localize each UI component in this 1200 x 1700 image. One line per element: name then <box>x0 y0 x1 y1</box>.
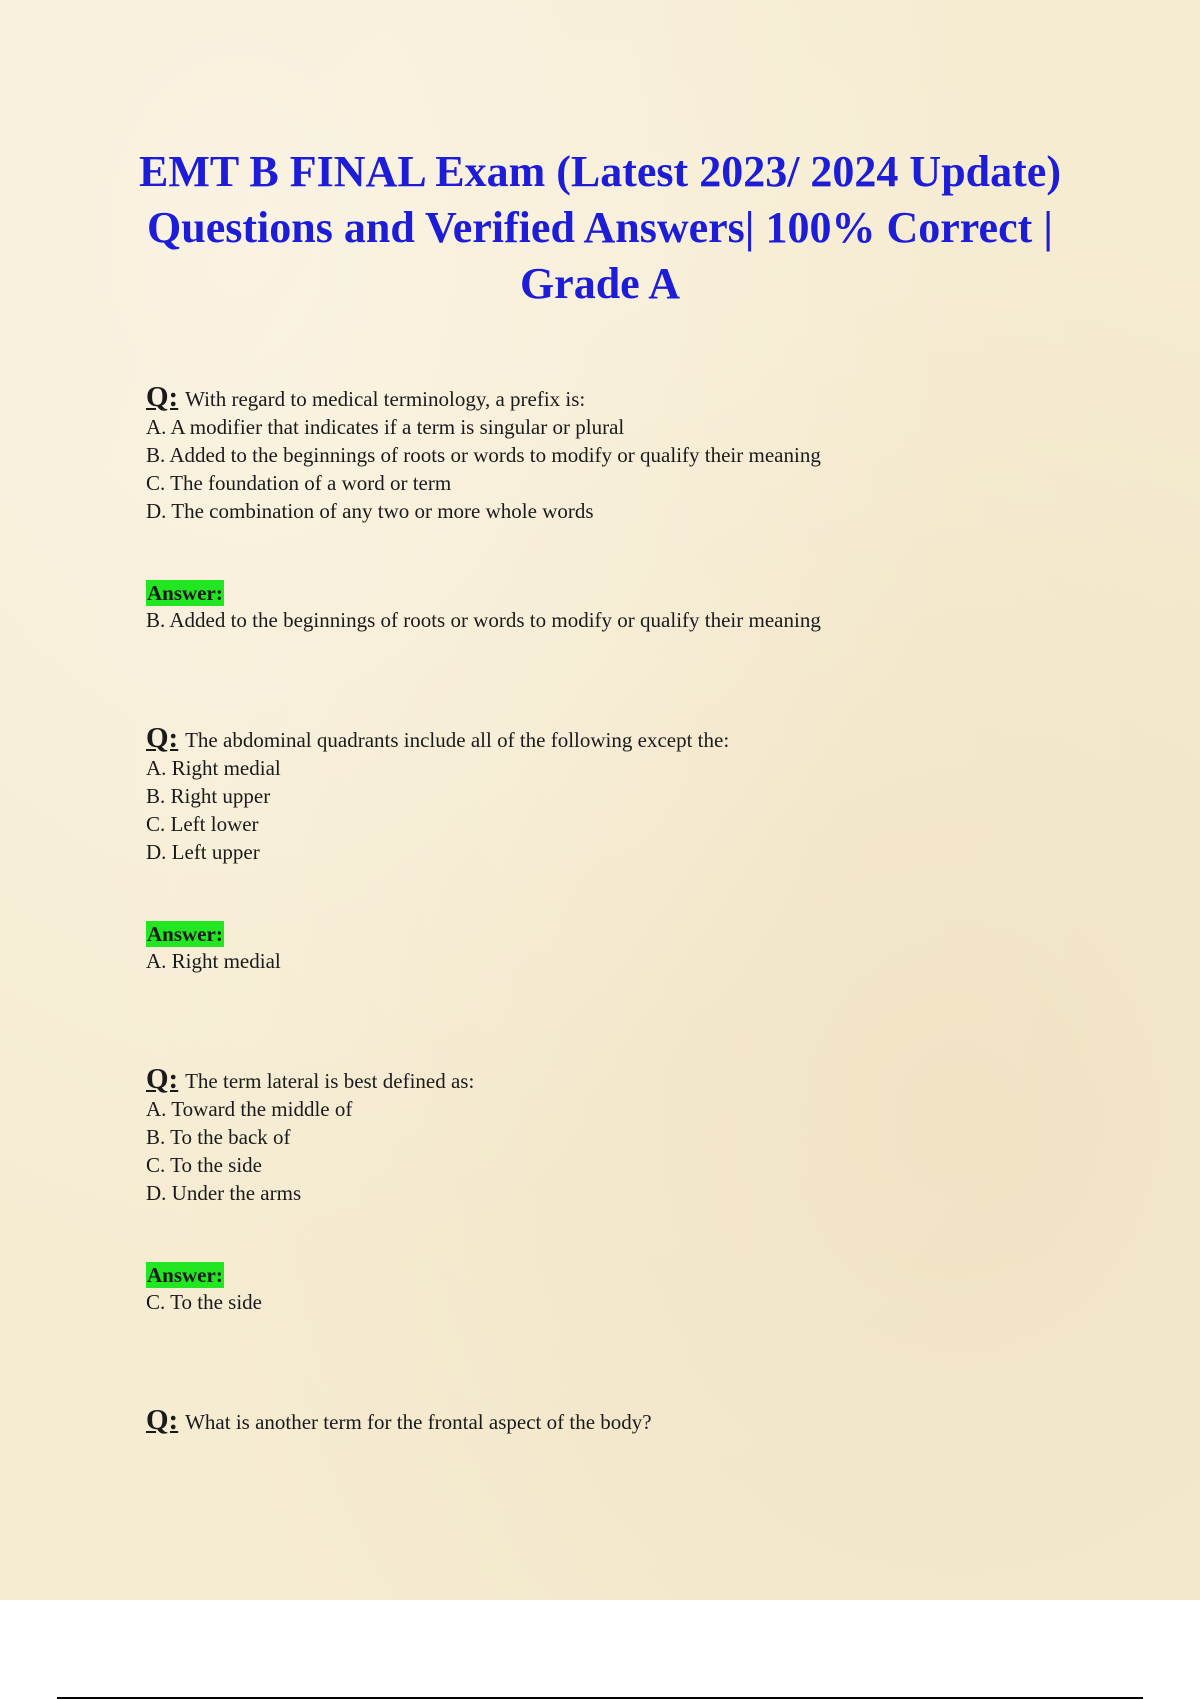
answer-text: B. Added to the beginnings of roots or words to modify or qualify their meaning <box>146 608 821 632</box>
question-text: What is another term for the frontal aspect of the body? <box>185 1410 652 1434</box>
question-block-3 <box>146 1065 1086 1316</box>
document-title: EMT B FINAL Exam (Latest 2023/ 2024 Update) Questions and Verified Answers| 100% Correct | Grade A <box>139 147 1061 308</box>
option-a: A. Right medial <box>146 756 281 780</box>
option-a: A. Toward the middle of <box>146 1097 353 1121</box>
question-block-2 <box>146 724 1086 975</box>
answer-label: Answer: <box>147 922 223 946</box>
question-block-4 <box>146 1406 1086 1436</box>
option-c: C. Left lower <box>146 812 259 836</box>
answer-text: C. To the side <box>146 1290 262 1314</box>
question-4 <box>146 1406 1086 1436</box>
option-b: B. Added to the beginnings of roots or words to modify or qualify their meaning <box>146 443 821 467</box>
spacer <box>146 975 1086 1065</box>
answer-label: Answer: <box>147 581 223 605</box>
question-1 <box>146 383 1086 413</box>
spacer <box>146 634 1086 724</box>
option-c: C. To the side <box>146 1153 262 1177</box>
question-label: Q: <box>146 722 179 754</box>
answer-text: A. Right medial <box>146 949 281 973</box>
question-label: Q: <box>146 1404 179 1436</box>
option-d: D. Left upper <box>146 840 260 864</box>
question-text: With regard to medical terminology, a prefix is: <box>185 387 586 411</box>
question-block-1 <box>146 383 1086 634</box>
answer-label: Answer: <box>147 1263 223 1287</box>
question-text: The abdominal quadrants include all of the following except the: <box>185 728 730 752</box>
footer-divider <box>57 1697 1143 1699</box>
option-b: B. To the back of <box>146 1125 291 1149</box>
question-text: The term lateral is best defined as: <box>185 1069 475 1093</box>
option-a: A. A modifier that indicates if a term is singular or plural <box>146 415 625 439</box>
question-3 <box>146 1065 1086 1095</box>
option-d: D. The combination of any two or more whole words <box>146 499 594 523</box>
question-label: Q: <box>146 1063 179 1095</box>
spacer <box>146 1316 1086 1406</box>
question-list <box>146 383 1086 1436</box>
option-d: D. Under the arms <box>146 1181 302 1205</box>
option-b: B. Right upper <box>146 784 271 808</box>
question-label: Q: <box>146 381 179 413</box>
question-2 <box>146 724 1086 754</box>
option-c: C. The foundation of a word or term <box>146 471 452 495</box>
